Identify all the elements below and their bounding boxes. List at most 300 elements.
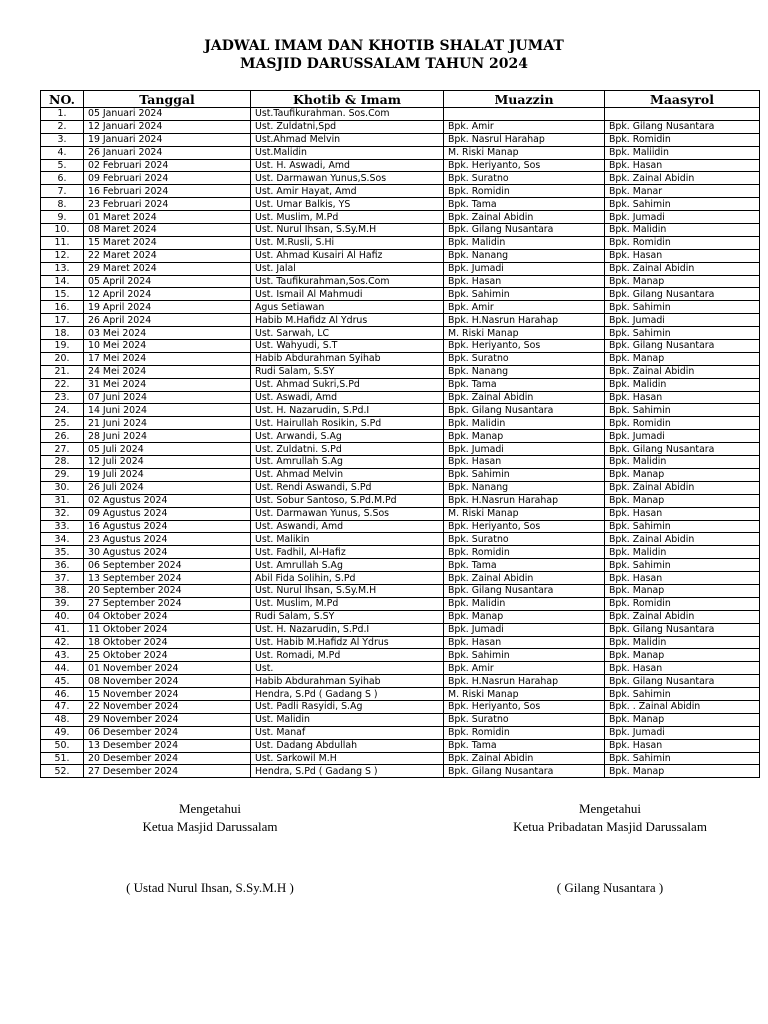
cell-muazzin: Bpk. Gilang Nusantara xyxy=(444,584,605,597)
cell-no: 43. xyxy=(41,649,84,662)
cell-maasyrol: Bpk. Gilang Nusantara xyxy=(605,675,760,688)
cell-tanggal: 19 Januari 2024 xyxy=(84,133,251,146)
table-row xyxy=(41,275,760,288)
cell-no: 6. xyxy=(41,172,84,185)
cell-muazzin: Bpk. Tama xyxy=(444,559,605,572)
cell-khotib-imam: Ust. Sarkowil M.H xyxy=(251,752,444,765)
cell-maasyrol: Bpk. Hasan xyxy=(605,159,760,172)
cell-no: 7. xyxy=(41,185,84,198)
cell-tanggal: 17 Mei 2024 xyxy=(84,352,251,365)
table-row xyxy=(41,327,760,340)
cell-maasyrol: Bpk. Zainal Abidin xyxy=(605,610,760,623)
cell-khotib-imam: Ust. Jalal xyxy=(251,262,444,275)
table-row xyxy=(41,572,760,585)
cell-muazzin: Bpk. Tama xyxy=(444,198,605,211)
cell-khotib-imam: Ust. H. Aswadi, Amd xyxy=(251,159,444,172)
cell-tanggal: 31 Mei 2024 xyxy=(84,378,251,391)
cell-khotib-imam: Ust. Aswadi, Amd xyxy=(251,391,444,404)
cell-no: 49. xyxy=(41,726,84,739)
cell-no: 44. xyxy=(41,662,84,675)
cell-khotib-imam: Ust. Amrullah S.Ag xyxy=(251,559,444,572)
cell-tanggal: 12 April 2024 xyxy=(84,288,251,301)
cell-muazzin: Bpk. Amir xyxy=(444,301,605,314)
table-row xyxy=(41,726,760,739)
cell-khotib-imam: Habib Abdurahman Syihab xyxy=(251,352,444,365)
cell-muazzin: Bpk. Jumadi xyxy=(444,623,605,636)
cell-muazzin: Bpk. Romidin xyxy=(444,546,605,559)
cell-khotib-imam: Ust. Muslim, M.Pd xyxy=(251,597,444,610)
cell-maasyrol: Bpk. Jumadi xyxy=(605,726,760,739)
cell-no: 21. xyxy=(41,365,84,378)
cell-khotib-imam: Ust. Arwandi, S.Ag xyxy=(251,430,444,443)
cell-tanggal: 05 Januari 2024 xyxy=(84,108,251,121)
cell-muazzin: Bpk. Hasan xyxy=(444,456,605,469)
table-row xyxy=(41,533,760,546)
cell-no: 1. xyxy=(41,108,84,121)
cell-tanggal: 21 Juni 2024 xyxy=(84,417,251,430)
table-row xyxy=(41,430,760,443)
cell-muazzin: Bpk. Jumadi xyxy=(444,262,605,275)
cell-no: 8. xyxy=(41,198,84,211)
cell-tanggal: 22 November 2024 xyxy=(84,700,251,713)
cell-tanggal: 08 Maret 2024 xyxy=(84,224,251,237)
cell-muazzin: M. Riski Manap xyxy=(444,146,605,159)
signature-block-right xyxy=(470,800,750,836)
cell-tanggal: 29 Maret 2024 xyxy=(84,262,251,275)
cell-no: 27. xyxy=(41,443,84,456)
table-row xyxy=(41,713,760,726)
cell-muazzin: Bpk. Malidin xyxy=(444,236,605,249)
cell-maasyrol: Bpk. Sahimin xyxy=(605,559,760,572)
cell-khotib-imam: Ust. Darmawan Yunus,S.Sos xyxy=(251,172,444,185)
cell-khotib-imam: Ust. Padli Rasyidi, S.Ag xyxy=(251,700,444,713)
table-row xyxy=(41,224,760,237)
cell-no: 5. xyxy=(41,159,84,172)
cell-tanggal: 01 November 2024 xyxy=(84,662,251,675)
table-row xyxy=(41,494,760,507)
table-row xyxy=(41,597,760,610)
cell-maasyrol: Bpk. Hasan xyxy=(605,507,760,520)
cell-maasyrol: Bpk. Hasan xyxy=(605,662,760,675)
cell-khotib-imam: Ust. Ahmad Melvin xyxy=(251,468,444,481)
cell-muazzin: Bpk. Tama xyxy=(444,739,605,752)
cell-muazzin: Bpk. Gilang Nusantara xyxy=(444,224,605,237)
cell-tanggal: 06 September 2024 xyxy=(84,559,251,572)
cell-no: 19. xyxy=(41,340,84,353)
cell-khotib-imam: Ust. Malikin xyxy=(251,533,444,546)
cell-muazzin xyxy=(444,108,605,121)
table-row xyxy=(41,443,760,456)
cell-maasyrol: Bpk. Manap xyxy=(605,275,760,288)
table-row xyxy=(41,765,760,778)
cell-maasyrol: Bpk. Hasan xyxy=(605,249,760,262)
cell-khotib-imam: Ust.Ahmad Melvin xyxy=(251,133,444,146)
cell-khotib-imam: Ust. Nurul Ihsan, S.Sy.M.H xyxy=(251,224,444,237)
cell-khotib-imam: Ust. Ismail Al Mahmudi xyxy=(251,288,444,301)
table-row xyxy=(41,610,760,623)
cell-maasyrol: Bpk. Manap xyxy=(605,468,760,481)
cell-khotib-imam: Ust. Zuldatni. S.Pd xyxy=(251,443,444,456)
cell-no: 15. xyxy=(41,288,84,301)
cell-maasyrol: Bpk. Malidin xyxy=(605,456,760,469)
cell-no: 45. xyxy=(41,675,84,688)
cell-tanggal: 22 Maret 2024 xyxy=(84,249,251,262)
cell-muazzin: Bpk. Amir xyxy=(444,120,605,133)
cell-no: 29. xyxy=(41,468,84,481)
cell-muazzin: Bpk. Heriyanto, Sos xyxy=(444,159,605,172)
table-row xyxy=(41,172,760,185)
cell-muazzin: Bpk. Suratno xyxy=(444,713,605,726)
cell-tanggal: 18 Oktober 2024 xyxy=(84,636,251,649)
table-row xyxy=(41,301,760,314)
cell-muazzin: Bpk. Zainal Abidin xyxy=(444,572,605,585)
cell-no: 13. xyxy=(41,262,84,275)
cell-muazzin: Bpk. Gilang Nusantara xyxy=(444,765,605,778)
cell-tanggal: 12 Juli 2024 xyxy=(84,456,251,469)
table-row xyxy=(41,623,760,636)
cell-muazzin: M. Riski Manap xyxy=(444,327,605,340)
cell-no: 47. xyxy=(41,700,84,713)
signature-block-left xyxy=(90,800,330,836)
cell-muazzin: Bpk. Romidin xyxy=(444,726,605,739)
cell-no: 39. xyxy=(41,597,84,610)
cell-khotib-imam: Ust. Wahyudi, S.T xyxy=(251,340,444,353)
cell-maasyrol: Bpk. Manap xyxy=(605,352,760,365)
cell-muazzin: Bpk. Jumadi xyxy=(444,443,605,456)
cell-tanggal: 08 November 2024 xyxy=(84,675,251,688)
cell-khotib-imam: Ust. Sobur Santoso, S.Pd.M.Pd xyxy=(251,494,444,507)
cell-maasyrol: Bpk. Gilang Nusantara xyxy=(605,120,760,133)
cell-tanggal: 10 Mei 2024 xyxy=(84,340,251,353)
cell-khotib-imam: Ust. Ahmad Kusairi Al Hafiz xyxy=(251,249,444,262)
table-body xyxy=(41,108,760,778)
cell-no: 38. xyxy=(41,584,84,597)
header-no: NO. xyxy=(41,91,84,108)
cell-muazzin: M. Riski Manap xyxy=(444,688,605,701)
cell-maasyrol: Bpk. Manap xyxy=(605,765,760,778)
cell-muazzin: Bpk. H.Nasrun Harahap xyxy=(444,675,605,688)
cell-tanggal: 13 September 2024 xyxy=(84,572,251,585)
cell-maasyrol: Bpk. Gilang Nusantara xyxy=(605,443,760,456)
cell-muazzin: Bpk. Heriyanto, Sos xyxy=(444,340,605,353)
table-row xyxy=(41,546,760,559)
cell-muazzin: Bpk. Suratno xyxy=(444,172,605,185)
cell-maasyrol: Bpk. . Zainal Abidin xyxy=(605,700,760,713)
cell-tanggal: 02 Agustus 2024 xyxy=(84,494,251,507)
cell-muazzin: Bpk. Hasan xyxy=(444,636,605,649)
cell-no: 12. xyxy=(41,249,84,262)
cell-no: 31. xyxy=(41,494,84,507)
cell-khotib-imam: Ust. Ahmad Sukri,S.Pd xyxy=(251,378,444,391)
cell-maasyrol: Bpk. Romidin xyxy=(605,133,760,146)
table-header-row xyxy=(41,91,760,108)
cell-maasyrol: Bpk. Manap xyxy=(605,584,760,597)
table-row xyxy=(41,739,760,752)
table-row xyxy=(41,468,760,481)
cell-maasyrol: Bpk. Zainal Abidin xyxy=(605,172,760,185)
cell-tanggal: 30 Agustus 2024 xyxy=(84,546,251,559)
cell-khotib-imam: Ust. Habib M.Hafidz Al Ydrus xyxy=(251,636,444,649)
cell-muazzin: Bpk. Suratno xyxy=(444,352,605,365)
table-row xyxy=(41,352,760,365)
cell-khotib-imam: Ust. Darmawan Yunus, S.Sos xyxy=(251,507,444,520)
cell-khotib-imam: Ust. Fadhil, Al-Hafiz xyxy=(251,546,444,559)
cell-muazzin: Bpk. Nasrul Harahap xyxy=(444,133,605,146)
cell-khotib-imam: Ust. Amir Hayat, Amd xyxy=(251,185,444,198)
cell-maasyrol: Bpk. Malidin xyxy=(605,378,760,391)
cell-no: 30. xyxy=(41,481,84,494)
cell-muazzin: Bpk. Nanang xyxy=(444,249,605,262)
cell-no: 18. xyxy=(41,327,84,340)
cell-tanggal: 27 September 2024 xyxy=(84,597,251,610)
table-row xyxy=(41,340,760,353)
table-row xyxy=(41,649,760,662)
cell-tanggal: 25 Oktober 2024 xyxy=(84,649,251,662)
table-row xyxy=(41,481,760,494)
cell-no: 3. xyxy=(41,133,84,146)
cell-muazzin: Bpk. Manap xyxy=(444,430,605,443)
cell-khotib-imam: Hendra, S.Pd ( Gadang S ) xyxy=(251,765,444,778)
cell-khotib-imam: Ust. H. Nazarudin, S.Pd.I xyxy=(251,404,444,417)
schedule-table xyxy=(40,90,760,778)
cell-maasyrol: Bpk. Gilang Nusantara xyxy=(605,288,760,301)
cell-no: 20. xyxy=(41,352,84,365)
table-row xyxy=(41,662,760,675)
cell-no: 46. xyxy=(41,688,84,701)
cell-maasyrol: Bpk. Zainal Abidin xyxy=(605,262,760,275)
table-row xyxy=(41,391,760,404)
table-row xyxy=(41,262,760,275)
cell-no: 50. xyxy=(41,739,84,752)
cell-no: 24. xyxy=(41,404,84,417)
cell-maasyrol: Bpk. Sahimin xyxy=(605,327,760,340)
header-khotib-imam: Khotib & Imam xyxy=(251,91,444,108)
cell-khotib-imam: Rudi Salam, S.SY xyxy=(251,365,444,378)
table-row xyxy=(41,133,760,146)
cell-no: 52. xyxy=(41,765,84,778)
table-row xyxy=(41,700,760,713)
cell-muazzin: Bpk. Malidin xyxy=(444,417,605,430)
table-row xyxy=(41,378,760,391)
signature-name-right: ( Gilang Nusantara ) xyxy=(556,880,664,895)
cell-muazzin: Bpk. Nanang xyxy=(444,365,605,378)
cell-khotib-imam: Ust. H. Nazarudin, S.Pd.I xyxy=(251,623,444,636)
cell-khotib-imam: Ust. Muslim, M.Pd xyxy=(251,211,444,224)
cell-khotib-imam: Ust. Rendi Aswandi, S.Pd xyxy=(251,481,444,494)
cell-khotib-imam: Ust. xyxy=(251,662,444,675)
cell-khotib-imam: Habib M.Hafidz Al Ydrus xyxy=(251,314,444,327)
document-title: JADWAL IMAM DAN KHOTIB SHALAT JUMAT xyxy=(204,38,564,54)
cell-no: 10. xyxy=(41,224,84,237)
cell-maasyrol: Bpk. Sahimin xyxy=(605,752,760,765)
cell-tanggal: 27 Desember 2024 xyxy=(84,765,251,778)
cell-khotib-imam: Ust. Malidin xyxy=(251,713,444,726)
cell-tanggal: 02 Februari 2024 xyxy=(84,159,251,172)
cell-tanggal: 26 Juli 2024 xyxy=(84,481,251,494)
cell-no: 35. xyxy=(41,546,84,559)
cell-tanggal: 28 Juni 2024 xyxy=(84,430,251,443)
cell-tanggal: 05 Juli 2024 xyxy=(84,443,251,456)
cell-muazzin: Bpk. Hasan xyxy=(444,275,605,288)
cell-khotib-imam: Rudi Salam, S.SY xyxy=(251,610,444,623)
table-row xyxy=(41,675,760,688)
cell-muazzin: Bpk. Sahimin xyxy=(444,288,605,301)
cell-tanggal: 03 Mei 2024 xyxy=(84,327,251,340)
cell-tanggal: 12 Januari 2024 xyxy=(84,120,251,133)
cell-maasyrol: Bpk. Hasan xyxy=(605,739,760,752)
cell-maasyrol: Bpk. Romidin xyxy=(605,597,760,610)
cell-maasyrol: Bpk. Gilang Nusantara xyxy=(605,623,760,636)
cell-maasyrol: Bpk. Romidin xyxy=(605,236,760,249)
cell-khotib-imam: Agus Setiawan xyxy=(251,301,444,314)
cell-no: 48. xyxy=(41,713,84,726)
table-row xyxy=(41,108,760,121)
table-row xyxy=(41,404,760,417)
cell-tanggal: 19 Juli 2024 xyxy=(84,468,251,481)
cell-muazzin: Bpk. Sahimin xyxy=(444,468,605,481)
cell-maasyrol: Bpk. Sahimin xyxy=(605,688,760,701)
cell-maasyrol: Bpk. Jumadi xyxy=(605,314,760,327)
cell-maasyrol: Bpk. Sahimin xyxy=(605,520,760,533)
cell-no: 25. xyxy=(41,417,84,430)
signature-role-right: Ketua Pribadatan Masjid Darussalam xyxy=(513,819,707,834)
cell-khotib-imam: Ust. Amrullah S.Ag xyxy=(251,456,444,469)
cell-maasyrol: Bpk. Manar xyxy=(605,185,760,198)
cell-maasyrol: Bpk. Gilang Nusantara xyxy=(605,340,760,353)
table-row xyxy=(41,636,760,649)
cell-tanggal: 01 Maret 2024 xyxy=(84,211,251,224)
table-row xyxy=(41,584,760,597)
table-row xyxy=(41,249,760,262)
document-subtitle: MASJID DARUSSALAM TAHUN 2024 xyxy=(240,56,528,72)
cell-maasyrol: Bpk. Hasan xyxy=(605,572,760,585)
cell-khotib-imam: Ust. Hairullah Rosikin, S.Pd xyxy=(251,417,444,430)
cell-maasyrol: Bpk. Malidin xyxy=(605,636,760,649)
cell-tanggal: 20 September 2024 xyxy=(84,584,251,597)
cell-muazzin: Bpk. Romidin xyxy=(444,185,605,198)
cell-maasyrol: Bpk. Zainal Abidin xyxy=(605,481,760,494)
cell-tanggal: 23 Februari 2024 xyxy=(84,198,251,211)
cell-maasyrol: Bpk. Hasan xyxy=(605,391,760,404)
cell-khotib-imam: Ust. Nurul Ihsan, S.Sy.M.H xyxy=(251,584,444,597)
cell-tanggal: 16 Agustus 2024 xyxy=(84,520,251,533)
table-row xyxy=(41,159,760,172)
signature-name-left: ( Ustad Nurul Ihsan, S.Sy.M.H ) xyxy=(126,880,294,895)
cell-maasyrol: Bpk. Sahimin xyxy=(605,404,760,417)
table-row xyxy=(41,146,760,159)
table-row xyxy=(41,314,760,327)
signature-role-left: Ketua Masjid Darussalam xyxy=(142,819,278,834)
cell-muazzin: M. Riski Manap xyxy=(444,507,605,520)
cell-muazzin: Bpk. Amir xyxy=(444,662,605,675)
cell-maasyrol: Bpk. Jumadi xyxy=(605,430,760,443)
cell-muazzin: Bpk. Sahimin xyxy=(444,649,605,662)
cell-khotib-imam: Habib Abdurahman Syihab xyxy=(251,675,444,688)
table-row xyxy=(41,752,760,765)
cell-no: 33. xyxy=(41,520,84,533)
cell-no: 23. xyxy=(41,391,84,404)
table-row xyxy=(41,688,760,701)
cell-no: 34. xyxy=(41,533,84,546)
cell-maasyrol: Bpk. Malidin xyxy=(605,224,760,237)
cell-no: 36. xyxy=(41,559,84,572)
cell-muazzin: Bpk. Heriyanto, Sos xyxy=(444,520,605,533)
cell-tanggal: 04 Oktober 2024 xyxy=(84,610,251,623)
cell-muazzin: Bpk. H.Nasrun Harahap xyxy=(444,494,605,507)
cell-khotib-imam: Hendra, S.Pd ( Gadang S ) xyxy=(251,688,444,701)
table-row xyxy=(41,559,760,572)
cell-tanggal: 05 April 2024 xyxy=(84,275,251,288)
cell-no: 42. xyxy=(41,636,84,649)
cell-tanggal: 14 Juni 2024 xyxy=(84,404,251,417)
cell-khotib-imam: Ust. Dadang Abdullah xyxy=(251,739,444,752)
cell-no: 40. xyxy=(41,610,84,623)
cell-tanggal: 16 Februari 2024 xyxy=(84,185,251,198)
cell-khotib-imam: Ust. M.Rusli, S.Hi xyxy=(251,236,444,249)
cell-muazzin: Bpk. Nanang xyxy=(444,481,605,494)
table-row xyxy=(41,198,760,211)
table-row xyxy=(41,120,760,133)
cell-maasyrol: Bpk. Manap xyxy=(605,649,760,662)
cell-tanggal: 06 Desember 2024 xyxy=(84,726,251,739)
signature-label-left: Mengetahui xyxy=(178,801,242,816)
cell-tanggal: 24 Mei 2024 xyxy=(84,365,251,378)
cell-no: 16. xyxy=(41,301,84,314)
cell-maasyrol: Bpk. Sahimin xyxy=(605,301,760,314)
cell-khotib-imam: Ust. Umar Balkis, YS xyxy=(251,198,444,211)
cell-khotib-imam: Ust. Sarwah, LC xyxy=(251,327,444,340)
cell-tanggal: 29 November 2024 xyxy=(84,713,251,726)
cell-muazzin: Bpk. Manap xyxy=(444,610,605,623)
cell-tanggal: 26 Januari 2024 xyxy=(84,146,251,159)
cell-no: 28. xyxy=(41,456,84,469)
cell-tanggal: 11 Oktober 2024 xyxy=(84,623,251,636)
cell-khotib-imam: Ust. Romadi, M.Pd xyxy=(251,649,444,662)
cell-muazzin: Bpk. Zainal Abidin xyxy=(444,752,605,765)
cell-muazzin: Bpk. Suratno xyxy=(444,533,605,546)
cell-no: 32. xyxy=(41,507,84,520)
cell-muazzin: Bpk. H.Nasrun Harahap xyxy=(444,314,605,327)
table-row xyxy=(41,288,760,301)
cell-no: 22. xyxy=(41,378,84,391)
table-row xyxy=(41,211,760,224)
header-maasyrol: Maasyrol xyxy=(605,91,760,108)
cell-muazzin: Bpk. Malidin xyxy=(444,597,605,610)
cell-khotib-imam: Ust. Aswandi, Amd xyxy=(251,520,444,533)
cell-maasyrol: Bpk. Manap xyxy=(605,494,760,507)
cell-tanggal: 09 Februari 2024 xyxy=(84,172,251,185)
cell-muazzin: Bpk. Tama xyxy=(444,378,605,391)
cell-muazzin: Bpk. Gilang Nusantara xyxy=(444,404,605,417)
cell-maasyrol xyxy=(605,108,760,121)
cell-khotib-imam: Ust. Manaf xyxy=(251,726,444,739)
cell-no: 26. xyxy=(41,430,84,443)
cell-maasyrol: Bpk. Zainal Abidin xyxy=(605,365,760,378)
header-tanggal: Tanggal xyxy=(84,91,251,108)
cell-tanggal: 26 April 2024 xyxy=(84,314,251,327)
cell-tanggal: 23 Agustus 2024 xyxy=(84,533,251,546)
cell-khotib-imam: Abil Fida Solihin, S.Pd xyxy=(251,572,444,585)
cell-maasyrol: Bpk. Sahimin xyxy=(605,198,760,211)
cell-no: 11. xyxy=(41,236,84,249)
cell-khotib-imam: Ust.Taufikurahman. Sos.Com xyxy=(251,108,444,121)
table-row xyxy=(41,417,760,430)
header-muazzin: Muazzin xyxy=(444,91,605,108)
table-row xyxy=(41,365,760,378)
cell-no: 41. xyxy=(41,623,84,636)
table-row xyxy=(41,507,760,520)
signature-label-right: Mengetahui xyxy=(578,801,642,816)
